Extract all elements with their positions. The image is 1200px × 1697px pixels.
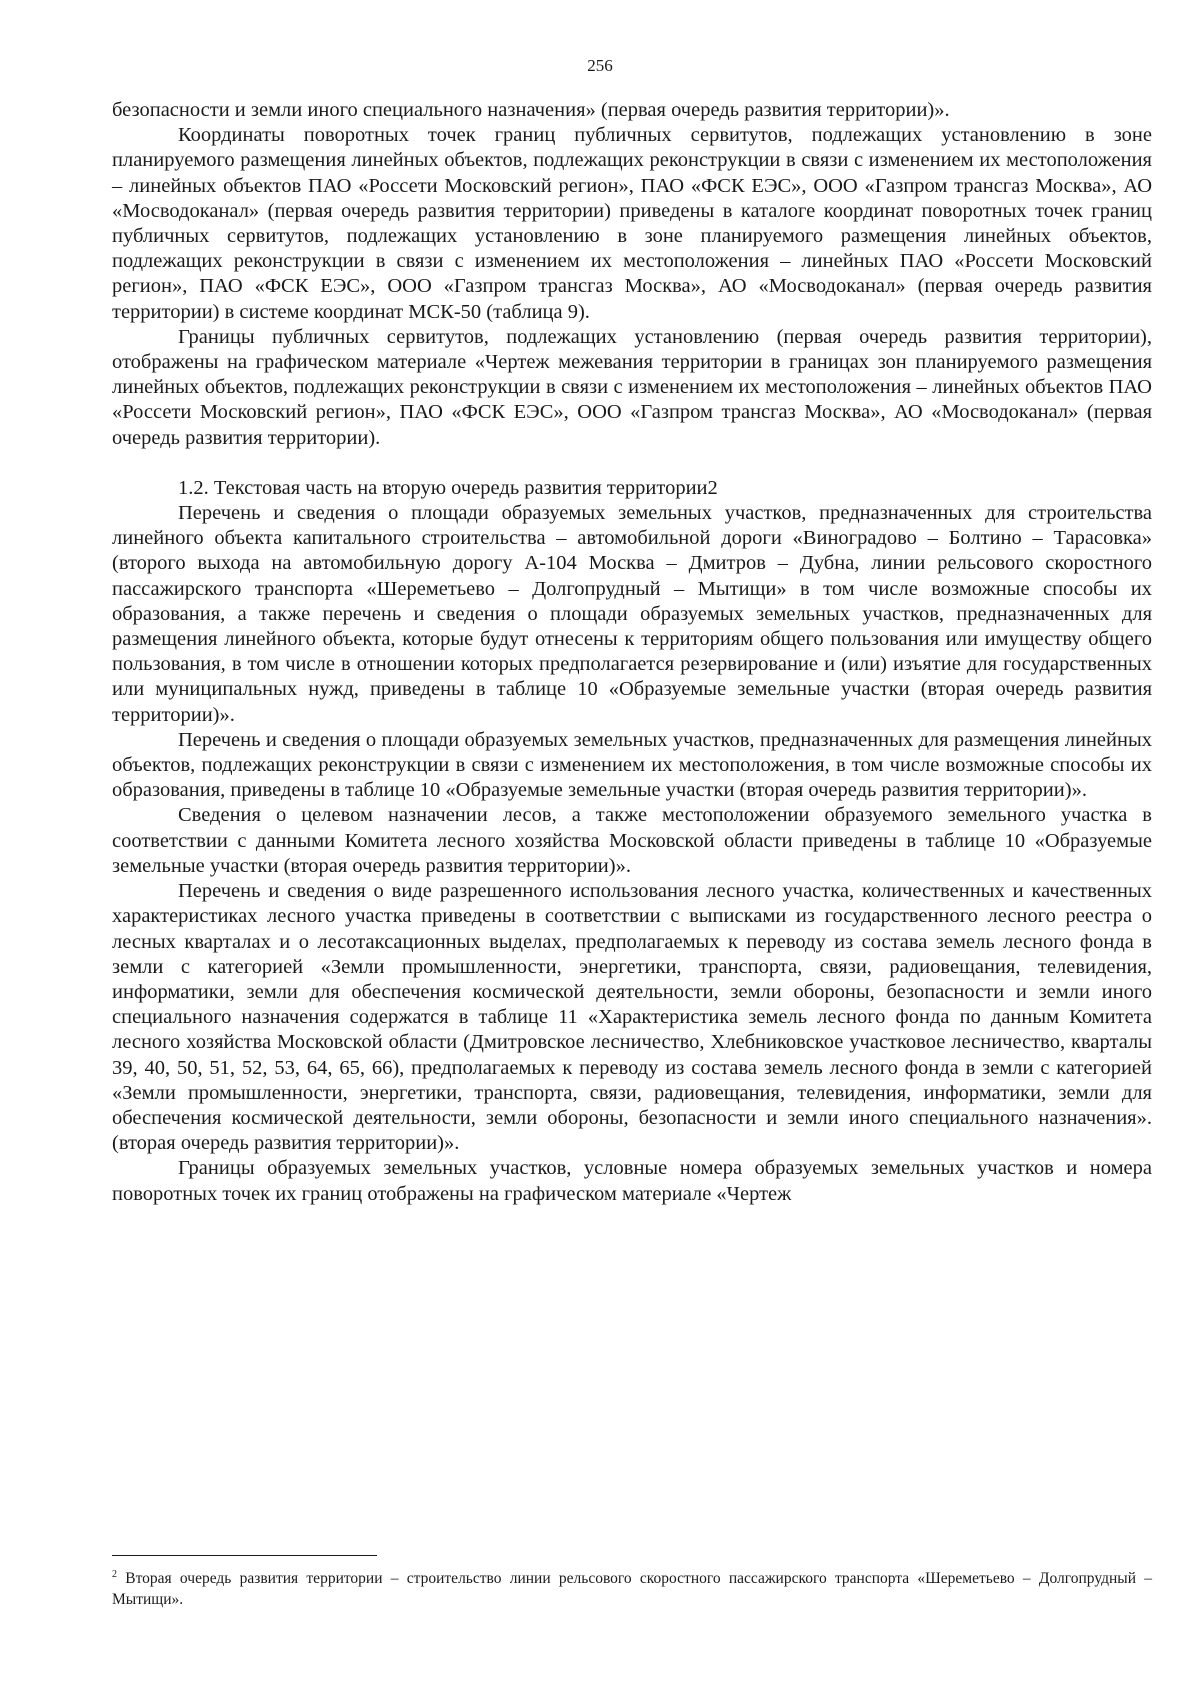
paragraph-servitude-borders: Границы публичных сервитутов, подлежащих установлению (первая очередь развития территории), отображены на графическом материале «Чертеж межевания территории в границах зон планируемого размещения линейных объектов, подлежащих реконструкции в связи с изменением их местоположения – линейных объектов ПАО «Россети Московский регион», ПАО «ФСК ЕЭС», ООО «Газпром трансгаз Москва», АО «Мосводоканал» (первая очередь развития территории). bbox=[112, 325, 1152, 449]
paragraph-reconstruction-plots: Перечень и сведения о площади образуемых земельных участков, предназначенных для размещения линейных объектов, подлежащих реконструкции в связи с изменением их местоположения, в том числе возможные способы их образования, приведены в таблице 10 «Образуемые земельные участки (вторая очередь развития территории)». bbox=[112, 728, 1152, 802]
section-heading-1-2: 1.2. Текстовая часть на вторую очередь развития территории2 bbox=[178, 476, 718, 499]
paragraph-coordinates: Координаты поворотных точек границ публичных сервитутов, подлежащих установлению в зоне планируемого размещения линейных объектов, подлежащих реконструкции в связи с изменением их местоположения – линейных объектов ПАО «Россети Московский регион», ПАО «ФСК ЕЭС», ООО «Газпром трансгаз Москва», АО «Мосводоканал» (первая очередь развития территории) приведены в каталоге координат поворотных точек границ публичных сервитутов, подлежащих установлению в зоне планируемого размещения линейных объектов, подлежащих реконструкции в связи с изменением их местоположения – линейных ПАО «Россети Московский регион», ПАО «ФСК ЕЭС», ООО «Газпром трансгаз Москва», АО «Мосводоканал» (первая очередь развития территории) в системе координат МСК-50 (таблица 9). bbox=[112, 124, 1152, 323]
page-number: 256 bbox=[587, 56, 613, 75]
footnote bbox=[112, 1568, 1152, 1610]
paragraph-forest-characteristics: Перечень и сведения о виде разрешенного использования лесного участка, количественных и качественных характеристиках лесного участка приведены в соответствии с выписками из государственного лесного реестра о лесных кварталах и о лесотаксационных выделах, предполагаемых к переводу из состава земель лесного фонда в земли с категорией «Земли промышленности, энергетики, транспорта, связи, радиовещания, телевидения, информатики, земли для обеспечения космической деятельности, земли обороны, безопасности и земли иного специального назначения содержатся в таблице 11 «Характеристика земель лесного фонда по данным Комитета лесного хозяйства Московской области (Дмитровское лесничество, Хлебниковское участковое лесничество, кварталы 39, 40, 50, 51, 52, 53, 64, 65, 66), предполагаемых к переводу из состава земель лесного фонда в земли с категорией «Земли промышленности, энергетики, транспорта, связи, радиовещания, телевидения, информатики, земли для обеспечения космической деятельности, земли обороны, безопасности и земли иного специального назначения». (вторая очередь развития территории)». bbox=[112, 880, 1152, 1155]
footnote-marker: 2 bbox=[112, 1568, 117, 1580]
footnote-divider bbox=[112, 1555, 377, 1556]
paragraph-land-plots-list: Перечень и сведения о площади образуемых земельных участков, предназначенных для строительства линейного объекта капитального строительства – автомобильной дороги «Виноградово – Болтино – Тарасовка» (второго выхода на автомобильную дорогу А-104 Москва – Дмитров – Дубна, линии рельсового скоростного пассажирского транспорта «Шереметьево – Долгопрудный – Мытищи» в том числе возможные способы их образования, а также перечень и сведения о площади образуемых земельных участков, предназначенных для размещения линейного объекта, которые будут отнесены к территориям общего пользования или имуществу общего пользования, в том числе в отношении которых предполагается резервирование и (или) изъятие для государственных или муниципальных нужд, приведены в таблице 10 «Образуемые земельные участки (вторая очередь развития территории)». bbox=[112, 502, 1152, 726]
footnote-text: Вторая очередь развития территории – строительство линии рельсового скоростного пассажирского транспорта «Шереметьево – Долгопрудный – Мытищи». bbox=[112, 1570, 1153, 1608]
paragraph-plot-borders: Границы образуемых земельных участков, условные номера образуемых земельных участков и номера поворотных точек их границ отображены на графическом материале «Чертеж bbox=[112, 1157, 1152, 1205]
body-text bbox=[112, 98, 1152, 1207]
paragraph-continuation: безопасности и земли иного специального назначения» (первая очередь развития территории)». bbox=[112, 99, 950, 121]
paragraph-forest-purpose: Сведения о целевом назначении лесов, а также местоположении образуемого земельного участка в соответствии с данными Комитета лесного хозяйства Московской области приведены в таблице 10 «Образуемые земельные участки (вторая очередь развития территории)». bbox=[112, 804, 1152, 877]
